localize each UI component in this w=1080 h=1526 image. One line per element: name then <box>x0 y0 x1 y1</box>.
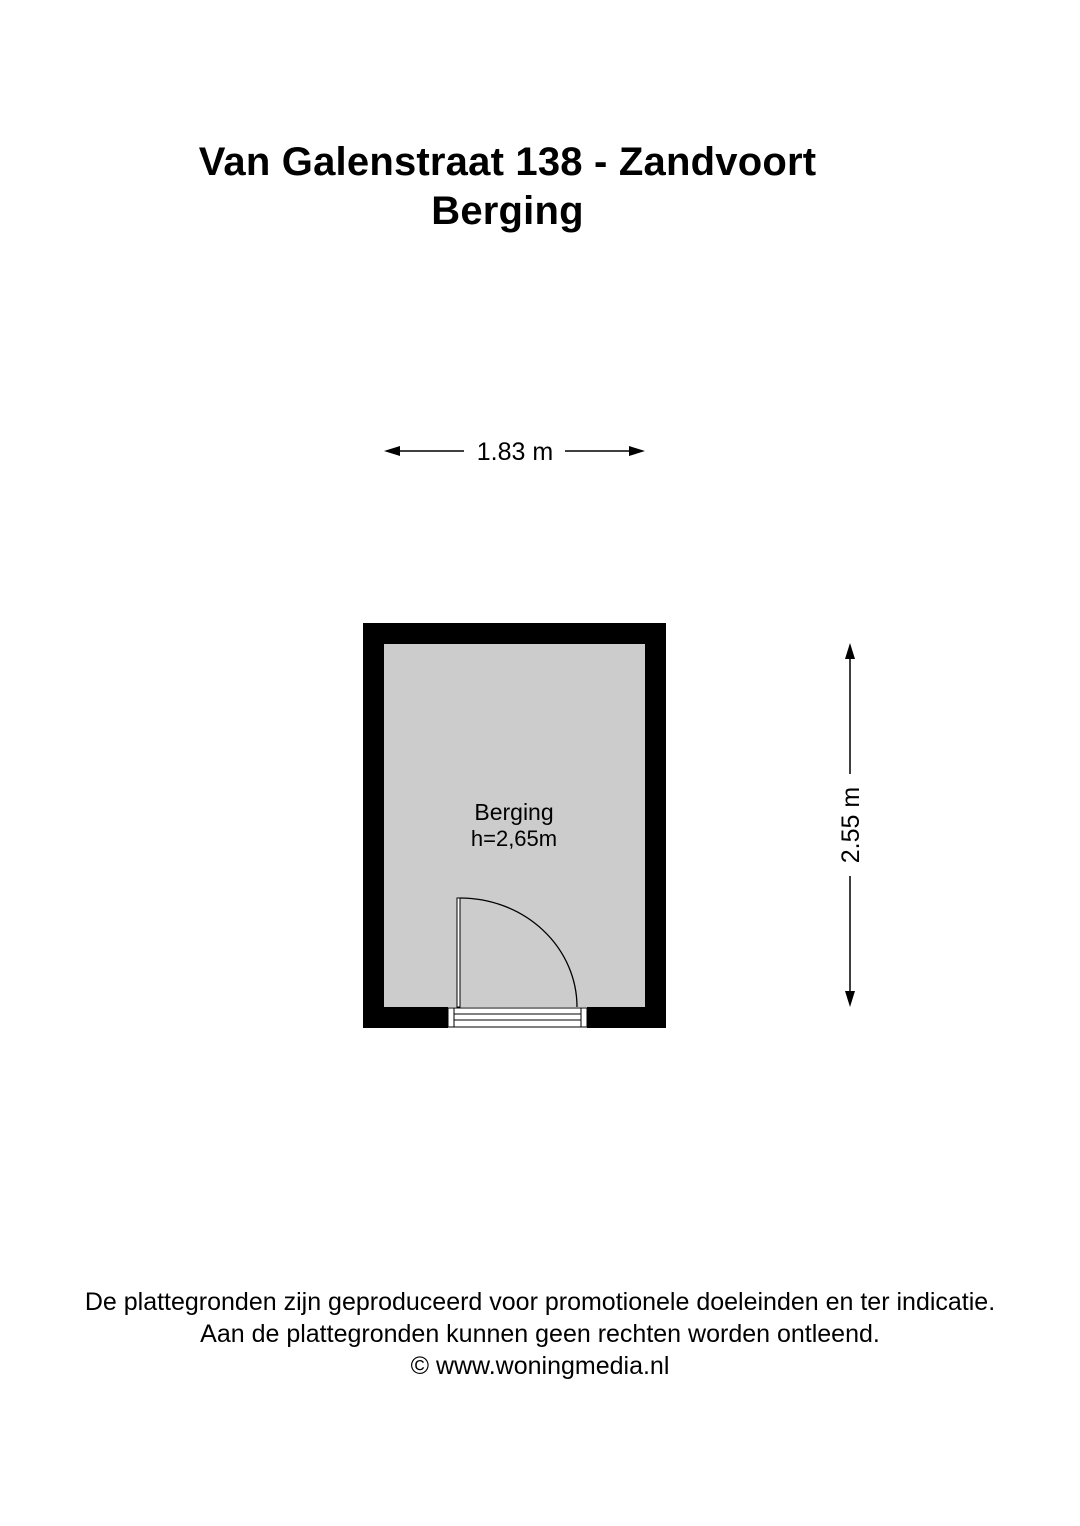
depth-dimension-label: 2.55 m <box>837 786 865 864</box>
width-dimension <box>384 438 645 466</box>
width-arrow-left-icon <box>384 446 400 456</box>
page-subtitle: Berging <box>431 189 584 233</box>
room-height-label: h=2,65m <box>470 826 558 851</box>
room-name-label: Berging <box>474 799 554 825</box>
depth-arrow-down-icon <box>845 991 855 1007</box>
disclaimer-line-1: De plattegronden zijn geproduceerd voor promotionele doeleinden en ter indicatie. <box>84 1288 996 1316</box>
door-threshold <box>448 1007 587 1028</box>
wall-top <box>363 623 666 644</box>
wall-bottom-right <box>587 1007 666 1028</box>
depth-arrow-up-icon <box>845 643 855 659</box>
copyright-line: © www.woningmedia.nl <box>410 1352 670 1380</box>
disclaimer-line-2: Aan de plattegronden kunnen geen rechten worden ontleend. <box>200 1320 880 1348</box>
wall-right <box>645 623 666 1028</box>
width-dimension-label: 1.83 m <box>476 438 554 466</box>
width-arrow-right-icon <box>629 446 645 456</box>
page-title: Van Galenstraat 138 - Zandvoort <box>198 140 817 184</box>
wall-left <box>363 623 384 1028</box>
depth-dimension <box>837 643 865 1007</box>
wall-bottom-left <box>363 1007 448 1028</box>
room-berging <box>363 623 666 1028</box>
